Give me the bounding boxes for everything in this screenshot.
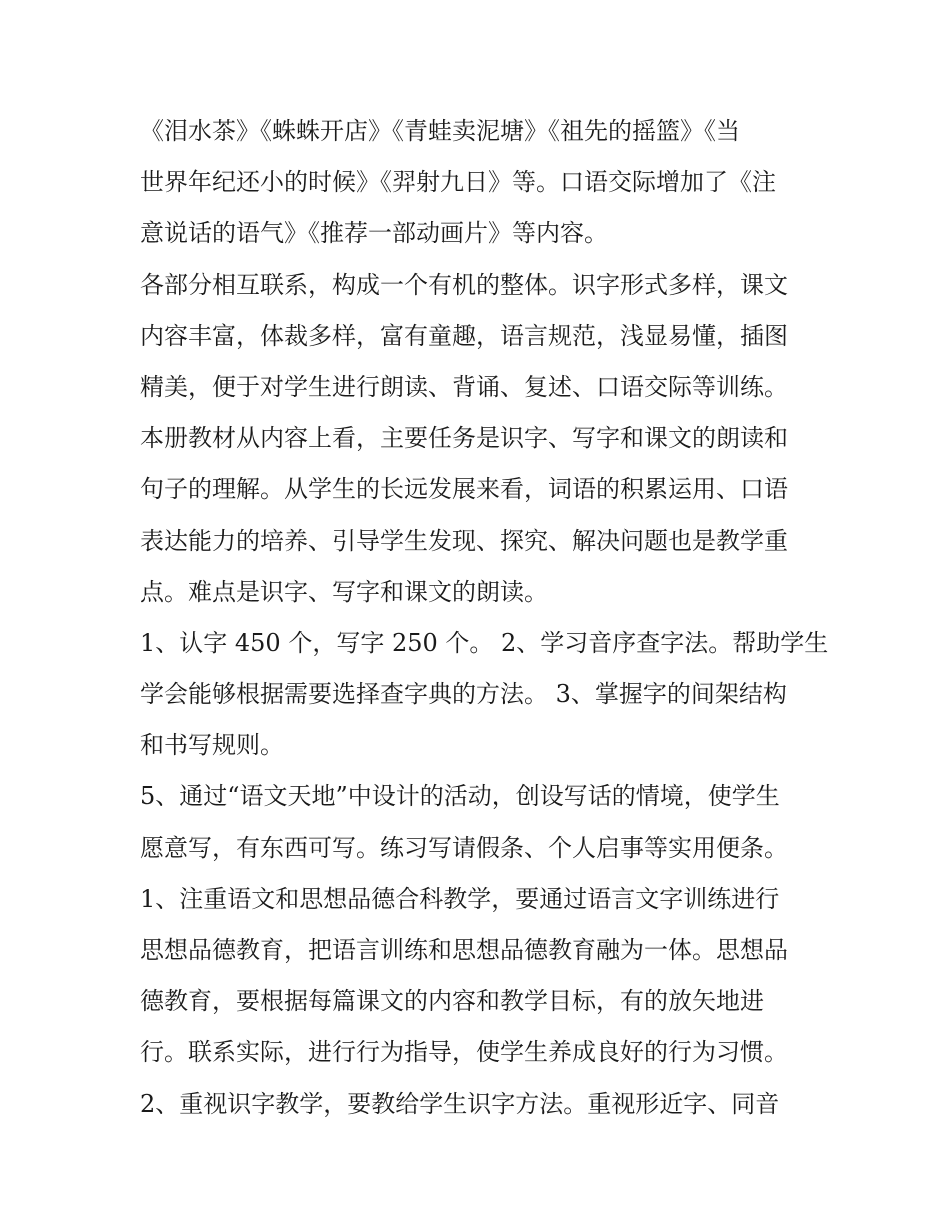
text-line: 愿意写，有东西可写。练习写请假条、个人启事等实用便条。 (140, 833, 788, 862)
text-line: 本册教材从内容上看，主要任务是识字、写字和课文的朗读和 (140, 424, 788, 453)
text-line: 内容丰富，体裁多样，富有童趣，语言规范，浅显易懂，插图 (140, 321, 788, 350)
document-body (140, 106, 829, 1130)
text-line: 学会能够根据需要选择查字典的方法。 3、掌握字的间架结构 (140, 680, 787, 709)
text-line: 5、通过“语文天地”中设计的活动，创设写话的情境，使学生 (140, 782, 780, 811)
text-line: 《泪水茶》《蛛蛛开店》《青蛙卖泥塘》《祖先的摇篮》《当 (140, 117, 740, 145)
text-line: 句子的理解。从学生的长远发展来看，词语的积累运用、口语 (140, 475, 788, 504)
text-line: 世界年纪还小的时候》《羿射九日》等。口语交际增加了《注 (140, 168, 776, 197)
text-line: 思想品德教育，把语言训练和思想品德教育融为一体。思想品 (140, 936, 788, 964)
text-line: 点。难点是识字、写字和课文的朗读。 (140, 577, 548, 606)
text-line: 1、认字 450 个，写字 250 个。 2、学习音序查字法。帮助学生 (140, 628, 829, 657)
text-line: 德教育，要根据每篇课文的内容和教学目标，有的放矢地进 (140, 987, 764, 1016)
text-line: 各部分相互联系，构成一个有机的整体。识字形式多样，课文 (140, 270, 788, 299)
text-line: 1、注重语文和思想品德合科教学，要通过语言文字训练进行 (140, 884, 780, 913)
text-line: 和书写规则。 (140, 731, 284, 760)
text-line: 精美，便于对学生进行朗读、背诵、复述、口语交际等训练。 (140, 372, 788, 401)
text-line: 2、重视识字教学，要教给学生识字方法。重视形近字、同音 (140, 1089, 780, 1118)
text-line: 行。联系实际，进行行为指导，使学生养成良好的行为习惯。 (140, 1038, 788, 1067)
text-line: 表达能力的培养、引导学生发现、探究、解决问题也是教学重 (140, 526, 788, 555)
text-line: 意说话的语气》《推荐一部动画片》等内容。 (140, 219, 608, 248)
